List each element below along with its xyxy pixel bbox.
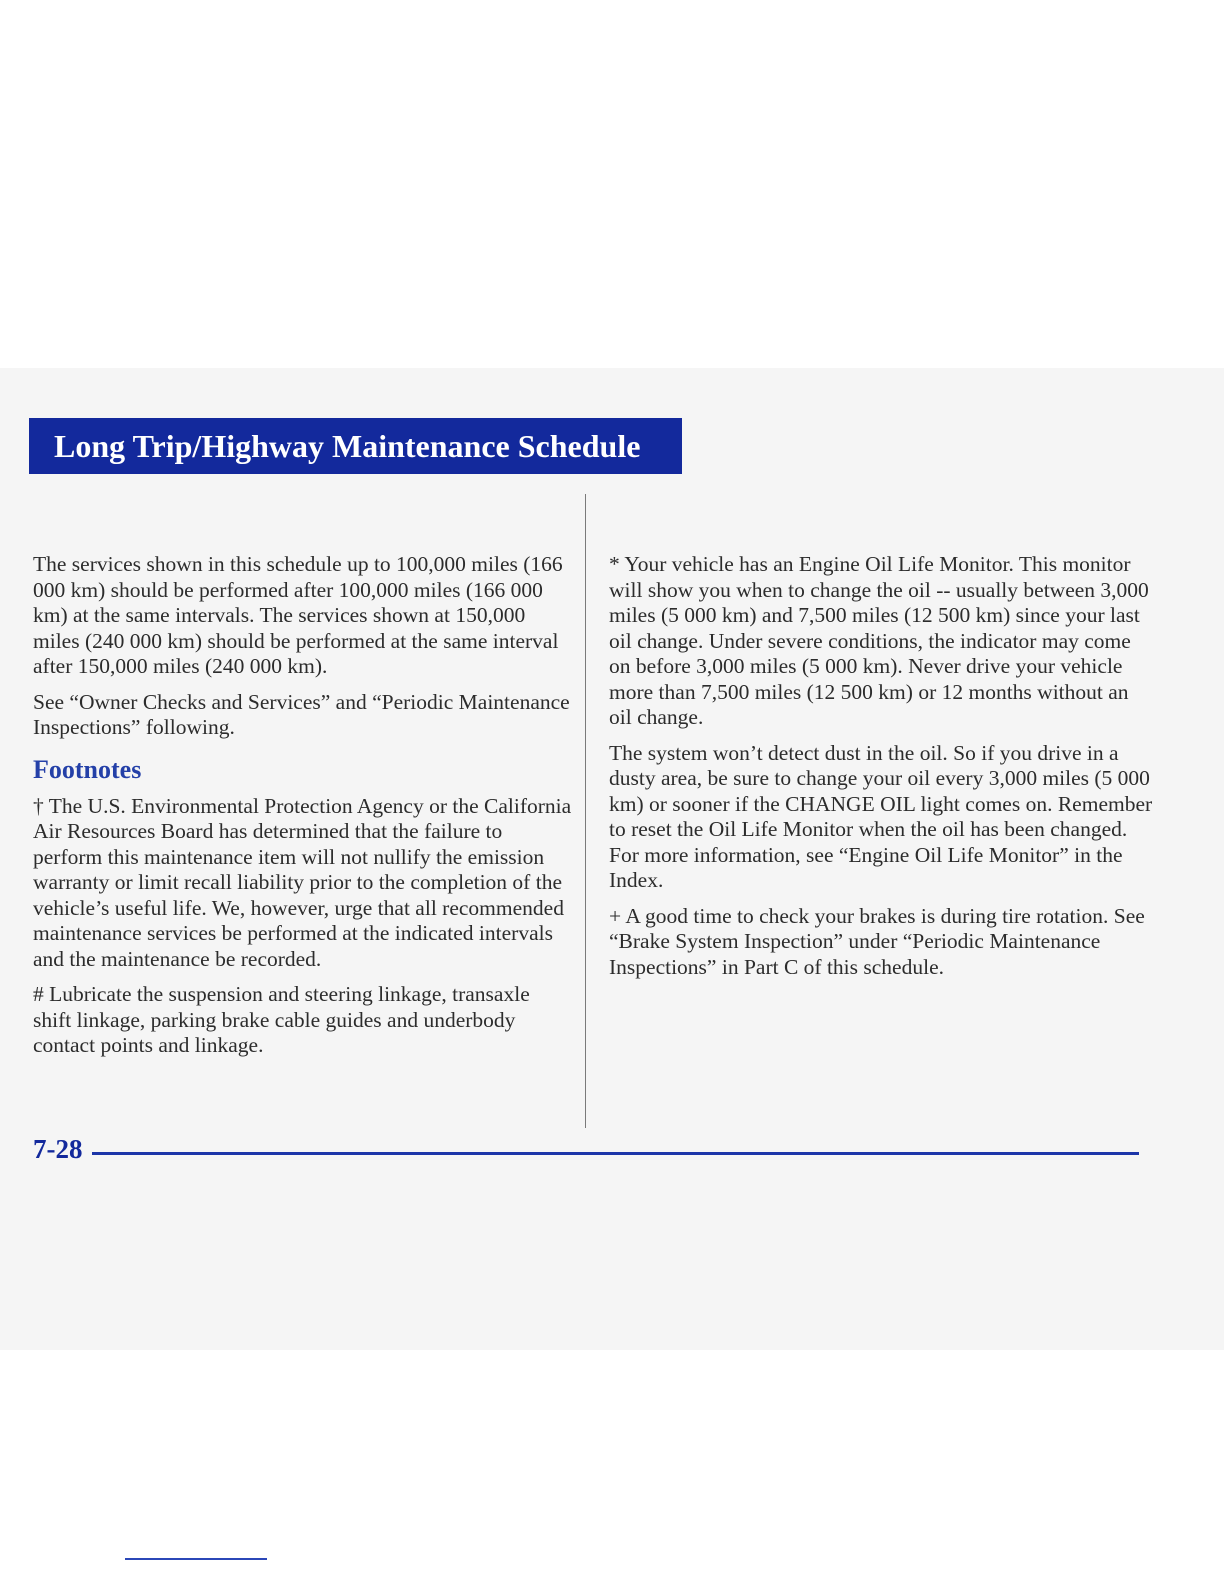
page-title: Long Trip/Highway Maintenance Schedule (54, 428, 641, 464)
footnote-dagger: † The U.S. Environmental Protection Agency or the California Air Resources Board has determined that the failure to perform this maintenance item will not nullify the emission warranty or limit recall liability prior to the completion of the vehicle’s useful life. We, however, urge that all recommended maintenance services be performed at the indicated intervals and the maintenance be recorded. (33, 793, 572, 971)
footer-rule (92, 1152, 1139, 1155)
footnote-hash: # Lubricate the suspension and steering linkage, transaxle shift linkage, parking brake cable guides and underbody contact points and linkage. (33, 982, 530, 1057)
right-column (609, 552, 1154, 990)
column-divider (585, 494, 586, 1128)
footnotes-heading: Footnotes (33, 754, 142, 784)
section-title-bar (29, 418, 682, 474)
dust-paragraph: The system won’t detect dust in the oil. So if you drive in a dusty area, be sure to change your oil every 3,000 miles (5 000 km) or sooner if the CHANGE OIL light comes on. Remember to reset the Oil Life Monitor when the oil has been changed. For more information, see “Engine Oil Life Monitor” in the Index. (609, 740, 1153, 892)
footnote-asterisk: * Your vehicle has an Engine Oil Life Monitor. This monitor will show you when to change the oil -- usually between 3,000 miles (5 000 km) and 7,500 miles (12 500 km) since your last oil change. Under severe conditions, the indicator may come on before 3,000 miles (5 000 km). Never drive your vehicle more than 7,500 miles (12 500 km) or 12 months without an oil change. (609, 552, 1149, 729)
see-also-paragraph: See “Owner Checks and Services” and “Periodic Maintenance Inspections” following. (33, 689, 570, 739)
bottom-link-rule (125, 1558, 267, 1560)
footnote-plus: + A good time to check your brakes is during tire rotation. See “Brake System Inspection” under “Periodic Maintenance Inspections” in Part C of this schedule. (609, 903, 1145, 979)
intro-paragraph: The services shown in this schedule up to 100,000 miles (166 000 km) should be performed after 100,000 miles (166 000 km) at the same intervals. The services shown at 150,000 miles (240 000 km) should be performed at the same interval after 150,000 miles (240 000 km). (33, 552, 563, 678)
left-column (33, 552, 573, 1069)
page-number: 7-28 (33, 1134, 83, 1164)
